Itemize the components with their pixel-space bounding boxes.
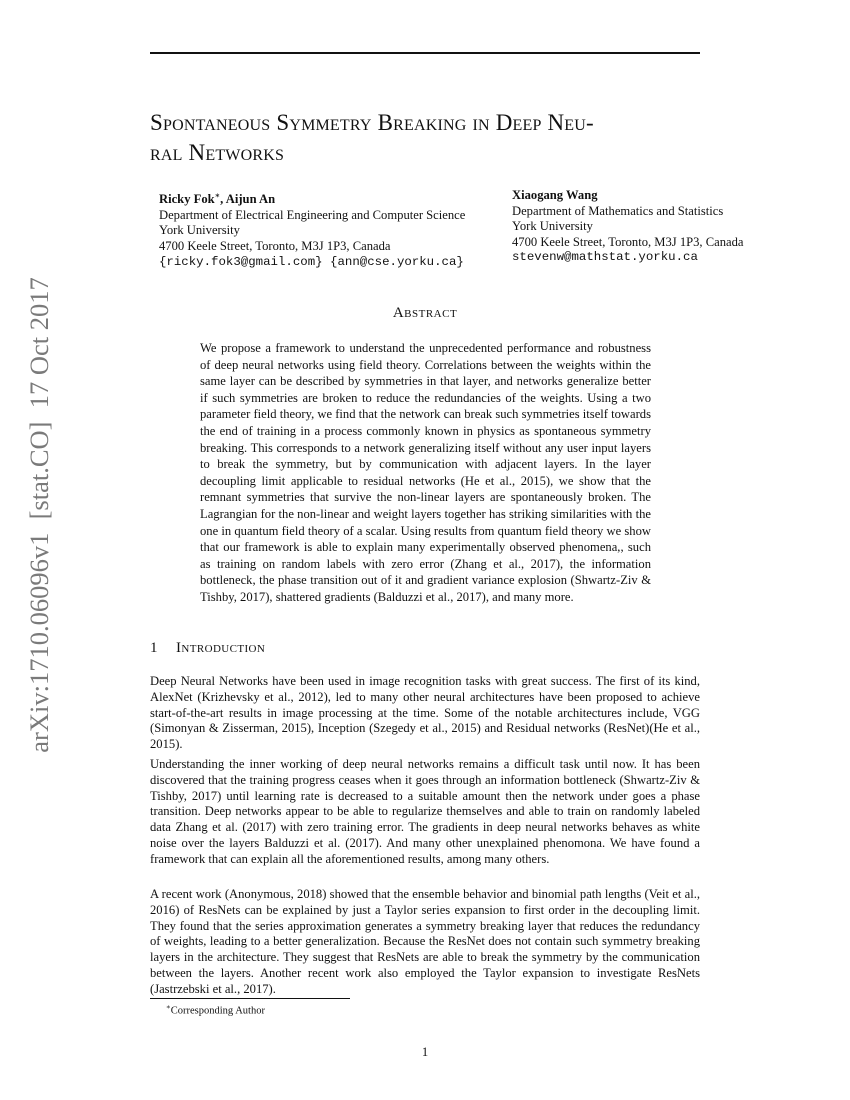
section-number: 1	[150, 640, 158, 656]
author-emails-left: {ricky.fok3@gmail.com} {ann@cse.yorku.ca}	[159, 254, 464, 269]
author-dept-right: Department of Mathematics and Statistics	[512, 203, 724, 218]
abstract-text: We propose a framework to understand the unprecedented performance and robustness of deep neural networks using field theory. Correlations between the weights within the same layer can be described by symmetries in that layer, and networks generalize better if such symmetries are broken to reduce the redundancies of the weights. Using a two parameter field theory, we find that the network can break such symmetries itself towards the end of training in a process commonly known in physics as spontaneous symmetry breaking. This corresponds to a network generalizing itself without any user input layers to break the symmetry, but by communication with adjacent layers. In the layer decoupling limit applicable to residual networks (He et al., 2015), we show that the remnant symmetries that survive the non-linear layers are spontaneously broken. The Lagrangian for the non-linear and weight layers together has striking similarities with the one in quantum field theory of a scalar. Using results from quantum field theory we show that our framework is able to explain many experimentally observed phenomena,, such as training on random labels with zero error (Zhang et al., 2017), the information bottleneck, the phase transition out of it and gradient variance explosion (Shwartz-Ziv & Tishby, 2017), shattered gradients (Balduzzi et al., 2017), and many more.	[200, 341, 652, 604]
author-address-left: 4700 Keele Street, Toronto, M3J 1P3, Canada	[159, 238, 391, 253]
page-number: 1	[421, 1045, 429, 1059]
author-name-wang: Xiaogang Wang	[512, 188, 598, 202]
footnote-rule	[150, 998, 350, 999]
title-line-1: Spontaneous Symmetry Breaking in Deep Neu-	[150, 110, 594, 135]
author-university-right: York University	[512, 219, 593, 234]
author-name-an: , Aijun An	[220, 192, 276, 207]
footnote-text: Corresponding Author	[170, 1005, 265, 1017]
section-title: Introduction	[176, 640, 266, 656]
footnote	[166, 1003, 265, 1017]
footnote-mark: ∗	[166, 1003, 171, 1011]
author-name-fok: Ricky Fok	[159, 192, 215, 207]
section-heading	[150, 640, 700, 657]
author-dept-left: Department of Electrical Engineering and Computer Science	[159, 207, 466, 222]
arxiv-stamp-svg	[20, 265, 60, 765]
top-rule	[150, 52, 700, 54]
intro-paragraph-3: A recent work (Anonymous, 2018) showed that the ensemble behavior and binomial path lengths (Veit et al., 2016) of ResNets can be explained by just a Taylor series expansion to first order in the decoupling limit. They found that the series approximation generates a symmetry breaking layer that reduces the redundancy of weights, leading to a better generalization. Because the ResNet does not contain such symmetry breaking layers in the architecture. They suggest that ResNets are able to break the symmetry by the communication between the layers. Another recent work also employed the Taylor expansion to investigate ResNets (Jastrzebski et al., 2017).	[150, 887, 700, 996]
paper-title	[150, 108, 710, 168]
author-address-right: 4700 Keele Street, Toronto, M3J 1P3, Canada	[512, 234, 744, 249]
corresponding-author-mark: ∗	[214, 191, 221, 200]
arxiv-stamp	[20, 265, 60, 765]
abstract-heading: Abstract	[392, 305, 458, 321]
author-names-left	[159, 188, 519, 208]
author-block-left	[159, 188, 519, 270]
author-email-right: stevenw@mathstat.yorku.ca	[512, 250, 698, 265]
author-block-right	[512, 188, 792, 266]
title-line-2: ral Networks	[150, 140, 285, 165]
intro-paragraph-2: Understanding the inner working of deep neural networks remains a difficult task until now. It has been discovered that the training progress ceases when it goes through an information bottleneck (Shwartz-Ziv & Tishby, 2017) until learning rate is decreased to a suitable amount then the network under goes a phase transition. Deep networks appear to be able to regularize themselves and able to train on randomly labeled data Zhang et al. (2017) with zero training error. The gradients in deep neural networks behaves as white noise over the layers Balduzzi et al. (2017). And many other unexplained phenomona. We have found a framework that can explain all the aforementioned results, among many others.	[150, 757, 700, 866]
author-university-left: York University	[159, 223, 240, 238]
arxiv-stamp-text: arXiv:1710.06096v1 [stat.CO] 17 Oct 2017	[24, 277, 54, 753]
intro-paragraph-1: Deep Neural Networks have been used in image recognition tasks with great success. The first of its kind, AlexNet (Krizhevsky et al., 2012), led to many other neural architectures have been proposed to achieve start-of-the-art results in image processing at the time. Some of the notable architectures include, VGG (Simonyan & Zisserman, 2015), Inception (Szegedy et al., 2015) and Residual networks (ResNet)(He et al., 2015).	[150, 674, 700, 752]
